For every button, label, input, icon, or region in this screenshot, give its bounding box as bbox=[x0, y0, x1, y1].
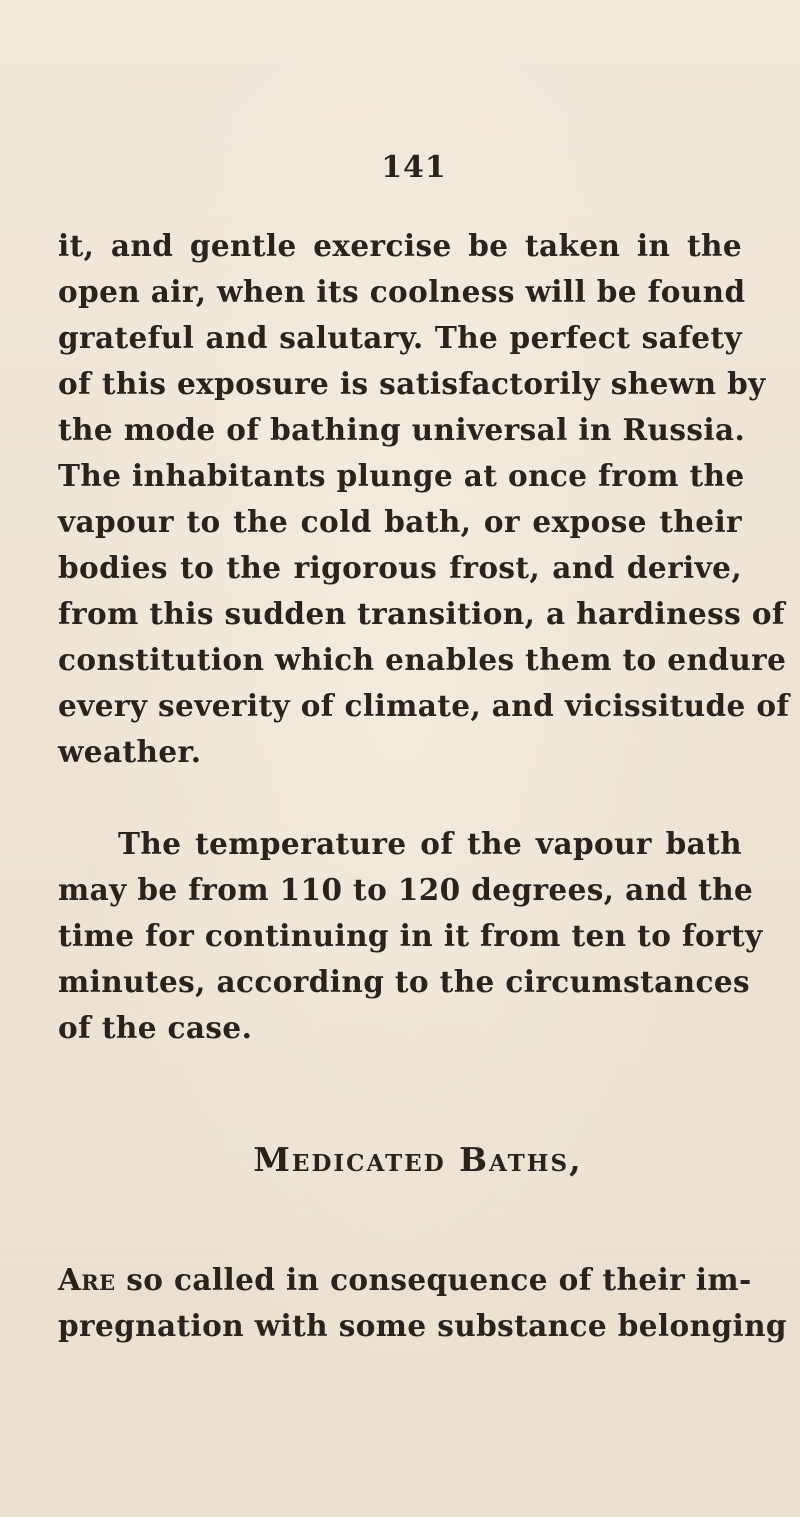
text-line: The inhabitants plunge at once from the bbox=[58, 458, 745, 493]
text-line: of this exposure is satisfactorily shewn by bbox=[58, 366, 766, 401]
text-line: vapour to the cold bath, or expose their bbox=[58, 504, 742, 539]
page-number: 141 bbox=[381, 150, 447, 185]
text-line: every severity of climate, and vicissitude of bbox=[58, 688, 790, 723]
text-line: from this sudden transition, a hardiness of bbox=[58, 596, 785, 631]
text-line: constitution which enables them to endure bbox=[58, 642, 787, 677]
text-line: the mode of bathing universal in Russia. bbox=[58, 412, 746, 447]
text-line: may be from 110 to 120 degrees, and the bbox=[58, 872, 754, 907]
text-line: open air, when its coolness will be found bbox=[58, 274, 746, 309]
text-line bbox=[58, 1260, 752, 1300]
text-line: time for continuing in it from ten to forty bbox=[58, 918, 763, 953]
text-line: of the case. bbox=[58, 1010, 253, 1045]
text-line-rest: so called in consequence of their im- bbox=[126, 1262, 752, 1297]
text-line: it, and gentle exercise be taken in the bbox=[58, 228, 742, 263]
text-line: weather. bbox=[58, 734, 202, 769]
text-line: bodies to the rigorous frost, and derive, bbox=[58, 550, 742, 585]
text-line: grateful and salutary. The perfect safety bbox=[58, 320, 742, 355]
first-word: Are bbox=[58, 1262, 116, 1297]
section-heading: Medicated Baths, bbox=[253, 1140, 583, 1179]
text-line: minutes, according to the circumstances bbox=[58, 964, 751, 999]
text-line: pregnation with some substance belonging bbox=[58, 1308, 787, 1343]
text-line: The temperature of the vapour bath bbox=[118, 826, 742, 861]
